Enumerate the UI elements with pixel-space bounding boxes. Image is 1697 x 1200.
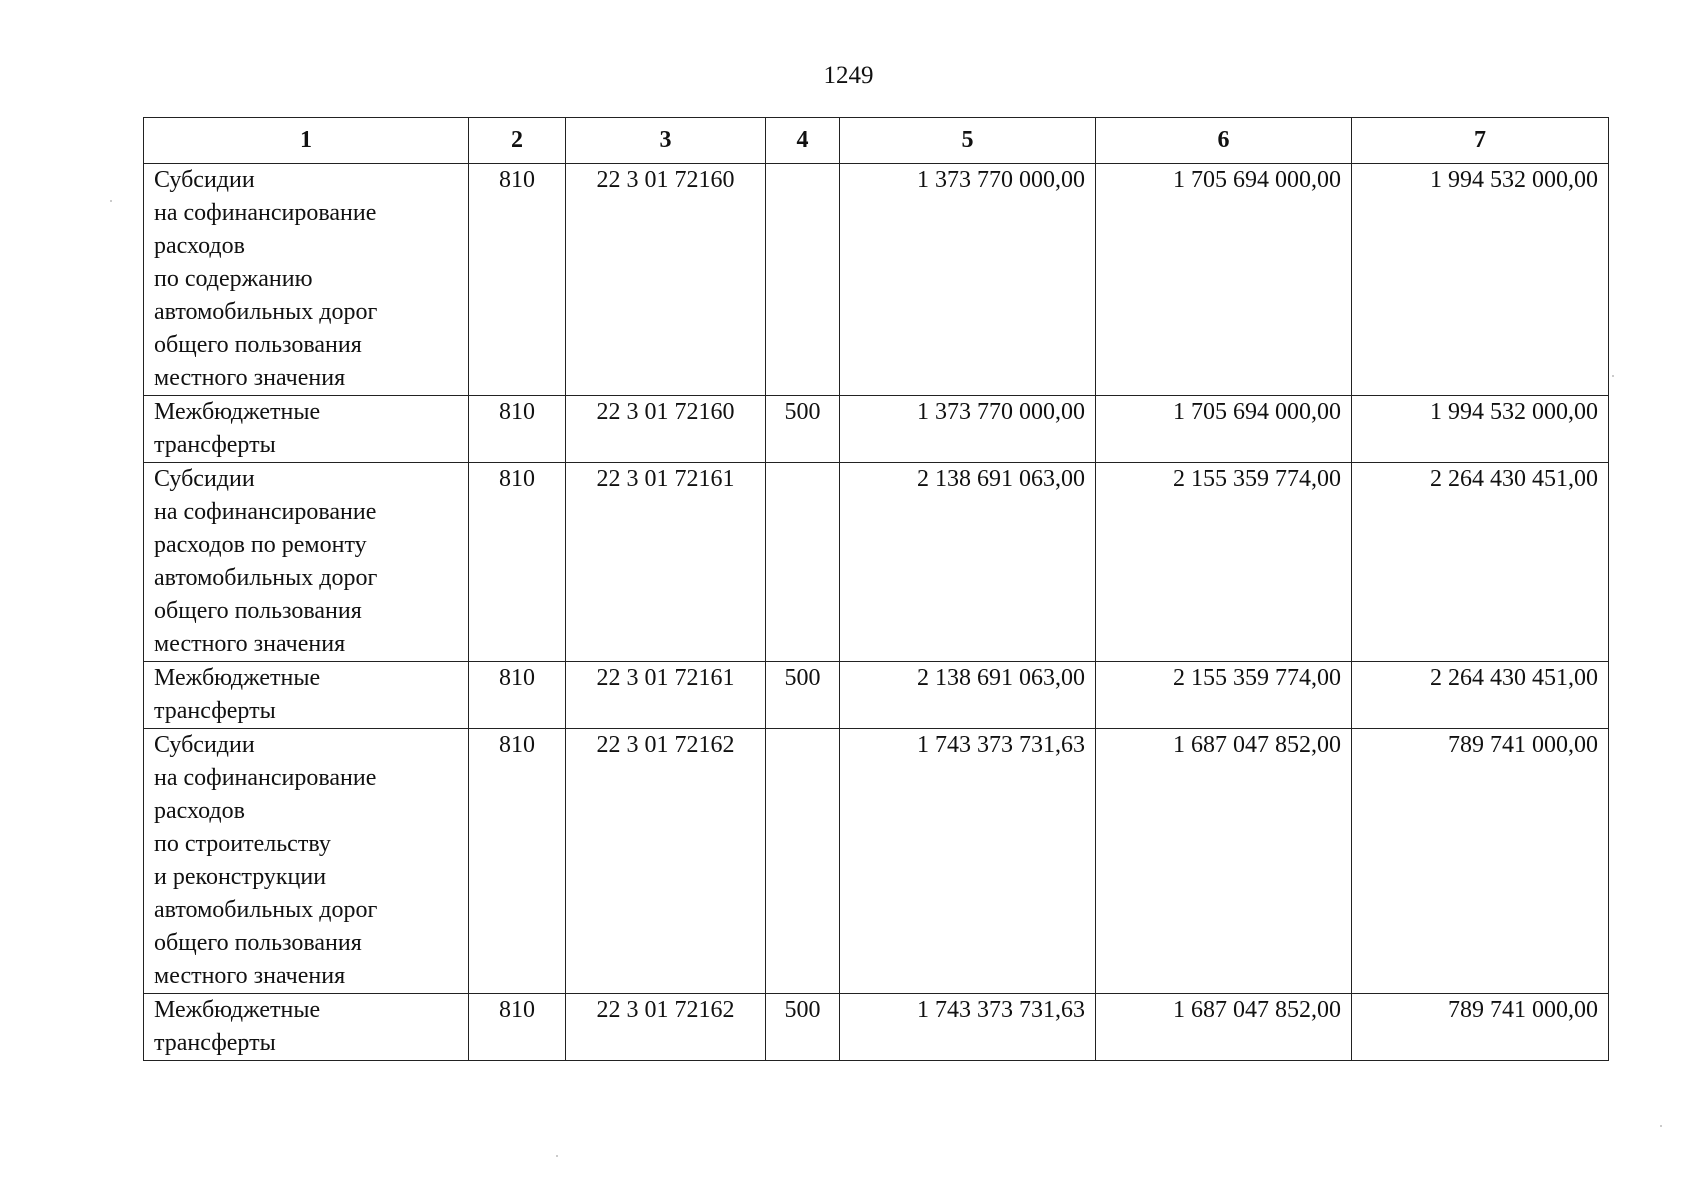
row-name-cell [144, 662, 469, 729]
expense-type-cell [766, 463, 840, 662]
column-header: 1 [144, 118, 469, 164]
row-name-cell [144, 994, 469, 1061]
gr-code-cell: 810 [469, 396, 566, 463]
row-name-line: автомобильных дорог [154, 897, 378, 923]
amount-cell: 2 155 359 774,00 [1096, 463, 1352, 662]
amount-cell: 1 705 694 000,00 [1096, 396, 1352, 463]
row-name-line: общего пользования [154, 930, 362, 956]
column-header: 6 [1096, 118, 1352, 164]
row-name-cell [144, 164, 469, 396]
scan-speck [110, 200, 112, 202]
target-code-cell: 22 3 01 72162 [566, 994, 766, 1061]
gr-code-cell: 810 [469, 729, 566, 994]
target-code-cell: 22 3 01 72162 [566, 729, 766, 994]
amount-cell: 1 373 770 000,00 [840, 396, 1096, 463]
gr-code-cell: 810 [469, 164, 566, 396]
expense-type-cell [766, 164, 840, 396]
amount-cell: 1 705 694 000,00 [1096, 164, 1352, 396]
row-name-cell [144, 729, 469, 994]
expense-type-cell: 500 [766, 994, 840, 1061]
row-name-line: местного значения [154, 631, 346, 657]
expense-type-cell: 500 [766, 662, 840, 729]
column-header: 5 [840, 118, 1096, 164]
row-name-line: расходов [154, 233, 245, 259]
amount-cell: 2 155 359 774,00 [1096, 662, 1352, 729]
row-name-line: Межбюджетные [154, 399, 321, 425]
column-header: 7 [1352, 118, 1609, 164]
row-name-line: автомобильных дорог [154, 299, 378, 325]
row-name-line: общего пользования [154, 332, 362, 358]
amount-cell: 2 138 691 063,00 [840, 662, 1096, 729]
header-row [144, 118, 1609, 164]
row-name-cell [144, 396, 469, 463]
column-header: 4 [766, 118, 840, 164]
gr-code-cell: 810 [469, 994, 566, 1061]
amount-cell: 1 994 532 000,00 [1352, 164, 1609, 396]
target-code-cell: 22 3 01 72160 [566, 164, 766, 396]
table-body [144, 164, 1609, 1061]
amount-cell: 1 994 532 000,00 [1352, 396, 1609, 463]
amount-cell: 1 743 373 731,63 [840, 994, 1096, 1061]
row-name-line: Субсидии [154, 732, 255, 758]
row-name-line: на софинансирование [154, 765, 377, 791]
row-name-line: Межбюджетные [154, 665, 321, 691]
row-name-line: местного значения [154, 365, 346, 391]
table-row [144, 463, 1609, 662]
amount-cell: 2 264 430 451,00 [1352, 662, 1609, 729]
row-name-line: Межбюджетные [154, 997, 321, 1023]
scan-speck [1612, 375, 1614, 377]
amount-cell: 1 687 047 852,00 [1096, 994, 1352, 1061]
row-name-line: трансферты [154, 432, 276, 458]
row-name-line: Субсидии [154, 466, 255, 492]
row-name-line: местного значения [154, 963, 346, 989]
column-header: 2 [469, 118, 566, 164]
amount-cell: 2 138 691 063,00 [840, 463, 1096, 662]
row-name-line: расходов [154, 798, 245, 824]
amount-cell: 2 264 430 451,00 [1352, 463, 1609, 662]
target-code-cell: 22 3 01 72161 [566, 463, 766, 662]
gr-code-cell: 810 [469, 463, 566, 662]
table-row [144, 396, 1609, 463]
gr-code-cell: 810 [469, 662, 566, 729]
budget-table [143, 117, 1609, 1061]
table-row [144, 164, 1609, 396]
amount-cell: 1 373 770 000,00 [840, 164, 1096, 396]
table-row [144, 729, 1609, 994]
row-name-line: по строительству [154, 831, 331, 857]
row-name-line: и реконструкции [154, 864, 327, 890]
row-name-line: автомобильных дорог [154, 565, 378, 591]
page-number: 1249 [823, 62, 874, 89]
scan-speck [556, 1155, 558, 1157]
table-row [144, 662, 1609, 729]
row-name-line: по содержанию [154, 266, 313, 292]
row-name-line: общего пользования [154, 598, 362, 624]
row-name-line: на софинансирование [154, 499, 377, 525]
row-name-line: на софинансирование [154, 200, 377, 226]
table-row [144, 994, 1609, 1061]
target-code-cell: 22 3 01 72160 [566, 396, 766, 463]
row-name-line: трансферты [154, 1030, 276, 1056]
row-name-line: Субсидии [154, 167, 255, 193]
scan-speck [1660, 1125, 1662, 1127]
row-name-line: расходов по ремонту [154, 532, 367, 558]
amount-cell: 789 741 000,00 [1352, 729, 1609, 994]
expense-type-cell [766, 729, 840, 994]
target-code-cell: 22 3 01 72161 [566, 662, 766, 729]
column-header: 3 [566, 118, 766, 164]
expense-type-cell: 500 [766, 396, 840, 463]
amount-cell: 1 687 047 852,00 [1096, 729, 1352, 994]
row-name-cell [144, 463, 469, 662]
amount-cell: 789 741 000,00 [1352, 994, 1609, 1061]
amount-cell: 1 743 373 731,63 [840, 729, 1096, 994]
row-name-line: трансферты [154, 698, 276, 724]
